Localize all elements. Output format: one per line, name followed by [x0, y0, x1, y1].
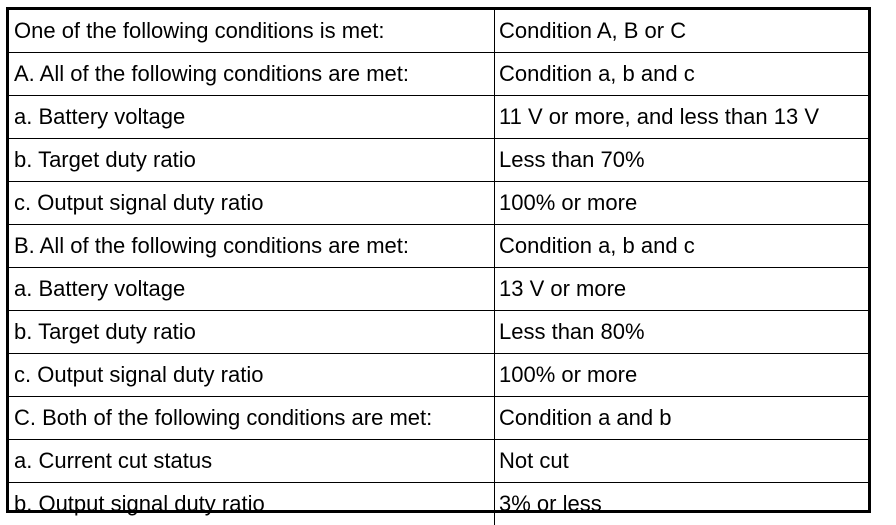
table-row	[9, 139, 868, 182]
condition-cell: C. Both of the following conditions are met:	[9, 397, 495, 440]
value-cell: Condition a and b	[495, 397, 869, 440]
condition-cell: b. Target duty ratio	[9, 139, 495, 182]
value-cell: 100% or more	[495, 354, 869, 397]
table-row	[9, 10, 868, 53]
table-row	[9, 440, 868, 483]
condition-cell: b. Target duty ratio	[9, 311, 495, 354]
condition-cell: a. Current cut status	[9, 440, 495, 483]
condition-cell: A. All of the following conditions are met:	[9, 53, 495, 96]
condition-cell: c. Output signal duty ratio	[9, 182, 495, 225]
table-row	[9, 397, 868, 440]
table-row	[9, 96, 868, 139]
table-row	[9, 483, 868, 525]
value-cell: 11 V or more, and less than 13 V	[495, 96, 869, 139]
table-row	[9, 53, 868, 96]
value-cell: Less than 80%	[495, 311, 869, 354]
value-cell: Condition A, B or C	[495, 10, 869, 53]
value-cell: 3% or less	[495, 483, 869, 525]
table-row	[9, 354, 868, 397]
value-cell: 100% or more	[495, 182, 869, 225]
value-cell: Not cut	[495, 440, 869, 483]
value-cell: Condition a, b and c	[495, 53, 869, 96]
table-row	[9, 225, 868, 268]
condition-cell: a. Battery voltage	[9, 268, 495, 311]
condition-cell: b. Output signal duty ratio	[9, 483, 495, 525]
condition-cell: B. All of the following conditions are met:	[9, 225, 495, 268]
condition-cell: a. Battery voltage	[9, 96, 495, 139]
table-row	[9, 311, 868, 354]
table-row	[9, 182, 868, 225]
value-cell: Condition a, b and c	[495, 225, 869, 268]
value-cell: Less than 70%	[495, 139, 869, 182]
value-cell: 13 V or more	[495, 268, 869, 311]
condition-cell: c. Output signal duty ratio	[9, 354, 495, 397]
condition-cell: One of the following conditions is met:	[9, 10, 495, 53]
table-row	[9, 268, 868, 311]
conditions-table-grid	[9, 10, 868, 525]
conditions-table	[6, 7, 871, 513]
